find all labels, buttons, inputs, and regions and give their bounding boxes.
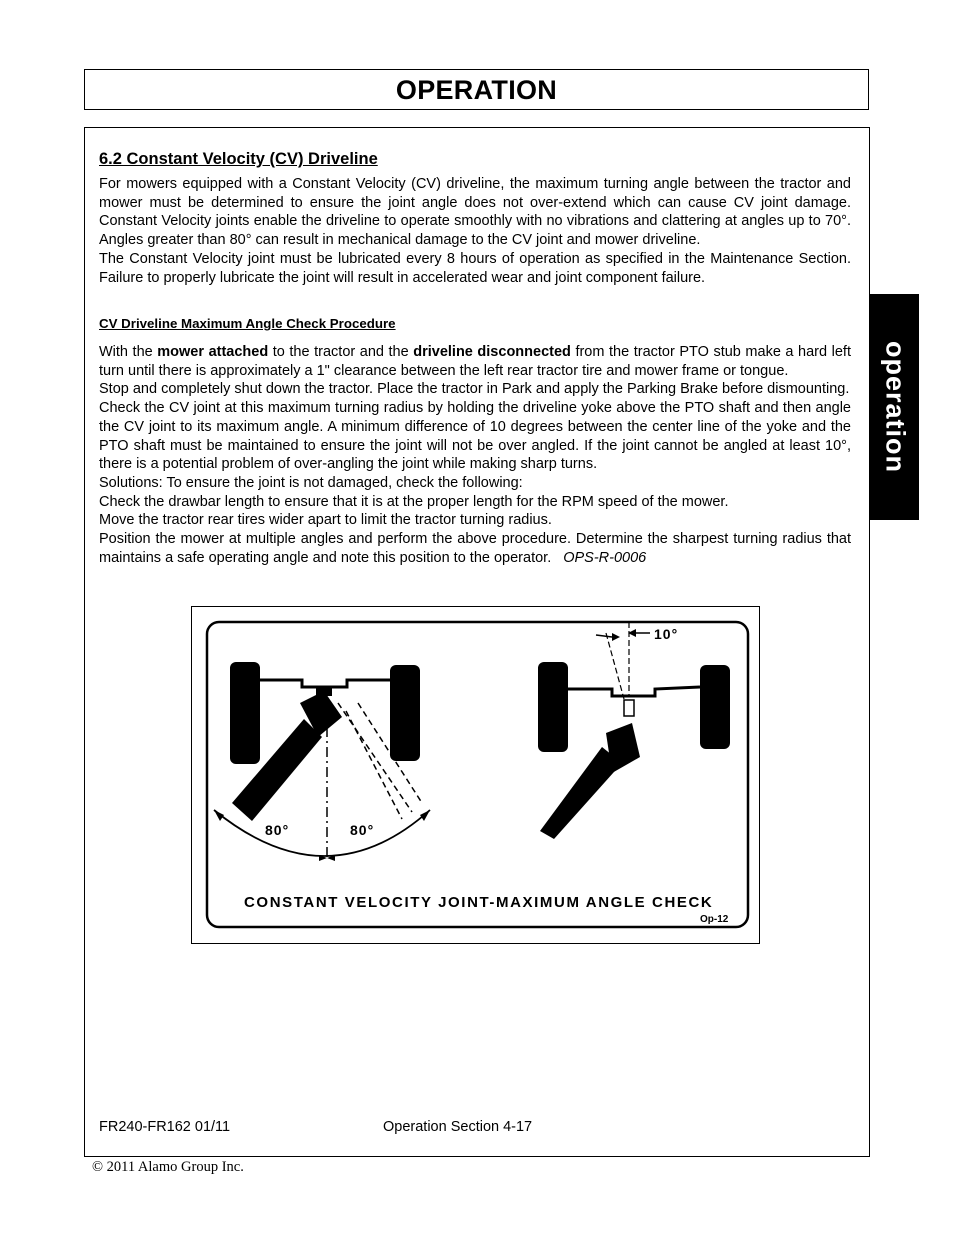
reference-code: OPS-R-0006 xyxy=(563,549,647,566)
right-tire-left xyxy=(538,662,568,752)
text-run: from the tractor PTO stub make a hard left turn until there is approximately a 1" clearance between the left rear tractor tire and mower frame or tongue. xyxy=(99,344,851,379)
angle-label-left: 80° xyxy=(265,822,290,838)
left-tire-left xyxy=(230,662,260,764)
procedure-text xyxy=(99,343,851,567)
left-tire-right xyxy=(390,665,420,761)
procedure-paragraph: Move the tractor rear tires wider apart to limit the tractor turning radius. xyxy=(99,512,552,529)
intro-paragraph: The Constant Velocity joint must be lubricated every 8 hours of operation as specified in the Maintenance Section. Failure to properly lubricate the joint will result in accelerated wear and joint component failure. xyxy=(99,250,851,286)
footer-page-number: Operation Section 4-17 xyxy=(383,1119,533,1135)
procedure-paragraph xyxy=(99,530,851,567)
intro-paragraph: For mowers equipped with a Constant Velocity (CV) driveline, the maximum turning angle between the tractor and mower must be determined to ensure the joint angle does not over-extend which can cause CV joint damage. Constant Velocity joints enable the driveline to operate smoothly with no vibrations and clattering at angles up to 70°. Angles greater than 80° can result in mechanical damage to the CV joint and mower driveline. xyxy=(99,176,851,249)
figure-caption: CONSTANT VELOCITY JOINT-MAXIMUM ANGLE CHECK xyxy=(244,894,714,911)
angle-label-top: 10° xyxy=(654,626,679,642)
intro-text xyxy=(99,175,851,287)
right-diagram xyxy=(538,622,730,839)
section-side-tab xyxy=(870,294,919,520)
text-run: Position the mower at multiple angles and perform the above procedure. Determine the sharpest turning radius that maintains a safe operating angle and note this position to the operator. xyxy=(99,531,851,566)
procedure-paragraph: Check the CV joint at this maximum turning radius by holding the driveline yoke above the PTO shaft and then angle the CV joint to its maximum angle. A minimum difference of 10 degrees between the center line of the yoke and the PTO shaft must be maintained to ensure the joint will not be over angled. If the joint cannot be angled at least 10°, there is a potential problem of over-angling the joint while making sharp turns. xyxy=(99,400,851,473)
procedure-heading: CV Driveline Maximum Angle Check Procedure xyxy=(99,316,396,331)
figure-code: Op-12 xyxy=(700,914,729,925)
section-heading: 6.2 Constant Velocity (CV) Driveline xyxy=(99,150,378,168)
text-run: to the tractor and the xyxy=(268,344,414,360)
procedure-paragraph: Stop and completely shut down the tractor. Place the tractor in Park and apply the Parking Brake before dismounting. xyxy=(99,381,850,398)
emphasis-mower-attached: mower attached xyxy=(157,344,269,360)
right-driveline-shaft xyxy=(540,747,622,839)
footer-model: FR240-FR162 01/11 xyxy=(99,1119,231,1135)
left-diagram xyxy=(214,662,430,861)
figure-cv-joint-angle-check xyxy=(191,606,760,944)
page-header xyxy=(84,69,869,110)
angle-label-right: 80° xyxy=(350,822,375,838)
page-title: OPERATION xyxy=(395,75,558,105)
copyright-notice: © 2011 Alamo Group Inc. xyxy=(92,1159,244,1175)
side-tab-label: operation xyxy=(880,340,910,474)
figure-illustration xyxy=(192,607,759,943)
text-run: With the xyxy=(99,344,158,360)
emphasis-driveline-disconnected: driveline disconnected xyxy=(413,344,571,360)
right-tire-right xyxy=(700,665,730,749)
procedure-paragraph xyxy=(99,343,851,380)
procedure-paragraph: Check the drawbar length to ensure that it is at the proper length for the RPM speed of the mower. xyxy=(99,493,729,510)
procedure-paragraph: Solutions: To ensure the joint is not damaged, check the following: xyxy=(99,474,523,491)
